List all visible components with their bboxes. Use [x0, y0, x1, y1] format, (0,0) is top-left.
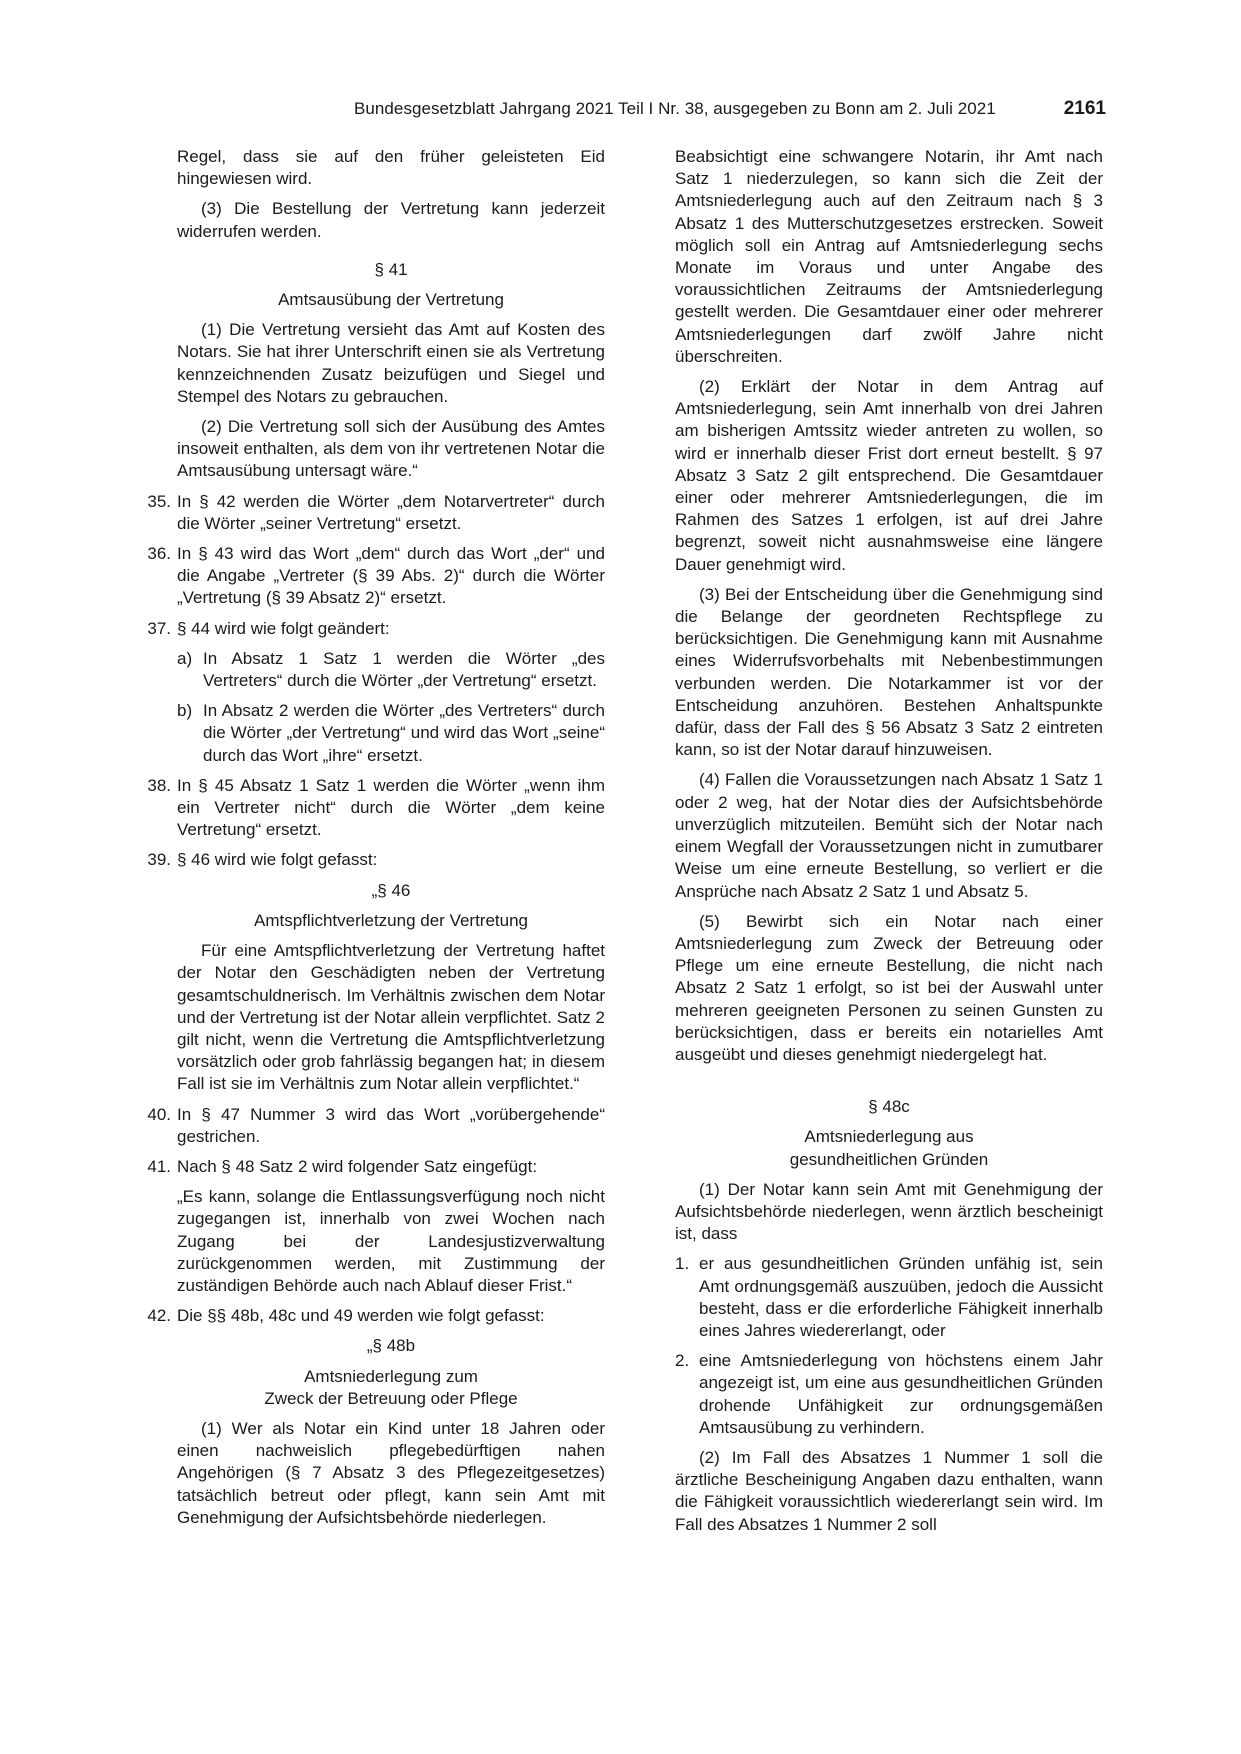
section-title-line: Amtsniederlegung zum [304, 1366, 478, 1386]
sub-item [177, 648, 605, 692]
list-item [147, 775, 605, 842]
item-number: 39. [147, 850, 171, 870]
item-text: In § 42 werden die Wörter „dem Notarvertreter“ durch die Wörter „seiner Vertretung“ ersetzt. [177, 491, 605, 533]
item-number: 37. [147, 618, 171, 638]
page-header [170, 98, 1106, 128]
paragraph: (2) Die Vertretung soll sich der Ausübung des Amtes insoweit enthalten, als dem von ihr vertretenen Notar die Amtsausübung untersagt wäre.“ [177, 417, 605, 481]
item-number: 40. [147, 1104, 171, 1124]
paragraph: (5) Bewirbt sich ein Notar nach einer Amtsniederlegung zum Zweck der Betreuung oder Pflege um eine erneute Bestellung, die nicht nach Absatz 2 Satz 1 erfolgt, so ist bei der Auswahl unter mehreren geeigneten Personen zu seinen Gunsten zu berücksichtigen, dass er bereits ein notarielles Amt ausgeübt und dieses genehmigt niedergelegt hat. [675, 911, 1103, 1064]
paragraph: Für eine Amtspflichtverletzung der Vertretung haftet der Notar den Geschädigten neben der Vertretung gesamtschuldnerisch. Im Verhältnis zwischen dem Notar und der Vertretung ist der Notar allein verpflichtet. Satz 2 gilt nicht, wenn die Vertretung die Amtspflichtverletzung vorsätzlich oder grob fahrlässig begangen hat; in diesem Fall ist sie im Verhältnis zum Notar allein verpflichtet.“ [177, 941, 605, 1094]
list-item [147, 543, 605, 610]
section-title-line: Amtsniederlegung aus [804, 1127, 974, 1147]
list-item [147, 491, 605, 535]
paragraph: (3) Bei der Entscheidung über die Genehmigung sind die Belange der geordneten Rechtspflege zu berücksichtigen. Die Genehmigung kann mit Ausnahme eines Widerrufsvorbehalts mit Nebenbestimmungen verbunden werden. Die Notarkammer ist vor der Entscheidung anzuhören. Bestehen Anhaltspunkte dafür, dass der Fall des § 56 Absatz 3 Satz 2 eintreten kann, so ist der Notar darauf hinzuweisen. [675, 584, 1103, 760]
section-number: § 41 [374, 259, 408, 279]
quoted-sentence: „Es kann, solange die Entlassungsverfügung noch nicht zugegangen ist, innerhalb von zwei Wochen nach Zugang bei der Landesjustizverwaltung zurückgenommen werden, mit Zustimmung der zuständigen Behörde auch nach Ablauf dieser Frist.“ [177, 1187, 605, 1295]
sub-item-text: In Absatz 1 Satz 1 werden die Wörter „des Vertreters“ durch die Wörter „der Vertretung“ ersetzt. [203, 648, 605, 691]
paragraph: (3) Die Bestellung der Vertretung kann jederzeit widerrufen werden. [177, 199, 605, 241]
item-number: 41. [147, 1156, 171, 1176]
item-number: 2. [675, 1351, 690, 1371]
section-title: Amtsausübung der Vertretung [278, 290, 504, 310]
item-text: In § 45 Absatz 1 Satz 1 werden die Wörter „wenn ihm ein Vertreter nicht“ durch die Wörter „dem keine Vertretung“ ersetzt. [177, 775, 605, 840]
item-text: Die §§ 48b, 48c und 49 werden wie folgt gefasst: [177, 1306, 545, 1326]
item-text: In § 43 wird das Wort „dem“ durch das Wort „der“ und die Angabe „Vertreter (§ 39 Abs. 2)“ durch die Wörter „Vertretung (§ 39 Absatz 2)“ ersetzt. [177, 544, 605, 608]
item-text: In § 47 Nummer 3 wird das Wort „vorübergehende“ gestrichen. [177, 1104, 605, 1146]
section-title: Amtspflichtverletzung der Vertretung [253, 910, 529, 930]
paragraph: Regel, dass sie auf den früher geleisteten Eid hingewiesen wird. [177, 147, 605, 189]
paragraph: Beabsichtigt eine schwangere Notarin, ihr Amt nach Satz 1 niederzulegen, so kann sich die Zeit der Amtsniederlegung auch auf den Zeitraum nach § 3 Absatz 1 des Mutterschutzgesetzes erstrecken. Soweit möglich soll ein Antrag auf Amtsniederlegung sechs Monate im Voraus und unter Angabe des voraussichtlichen Zeitraums der Amtsniederlegung gestellt werden. Die Gesamtdauer einer oder mehrerer Amtsniederlegungen darf zwölf Jahre nicht überschreiten. [675, 147, 1103, 366]
section-number: „§ 46 [371, 880, 411, 900]
section-number: § 48c [868, 1097, 910, 1117]
list-item [147, 1156, 605, 1297]
sub-item-label: b) [177, 701, 193, 721]
item-number: 35. [147, 491, 171, 511]
header-title: Bundesgesetzblatt Jahrgang 2021 Teil I Nr. 38, ausgegeben zu Bonn am 2. Juli 2021 [354, 99, 996, 118]
sub-item-text: In Absatz 2 werden die Wörter „des Vertreters“ durch die Wörter „der Vertretung“ und wird das Wort „seine“ durch das Wort „ihre“ ersetzt. [203, 701, 605, 765]
list-item [147, 849, 605, 1095]
numbered-item [675, 1253, 1103, 1342]
right-column [675, 146, 1103, 1544]
item-number: 36. [147, 544, 171, 564]
list-item [147, 1305, 605, 1529]
item-number: 38. [147, 775, 171, 795]
section-number: „§ 48b [366, 1336, 416, 1356]
paragraph: (2) Im Fall des Absatzes 1 Nummer 1 soll die ärztliche Bescheinigung Angaben dazu enthalten, wann die Fähigkeit voraussichtlich wiedererlangt sein wird. Im Fall des Absatzes 1 Nummer 2 soll [675, 1447, 1103, 1534]
numbered-item [675, 1350, 1103, 1439]
paragraph: (1) Die Vertretung versieht das Amt auf Kosten des Notars. Sie hat ihrer Unterschrift einen sie als Vertretung kennzeichnenden Zusatz beizufügen und Siegel und Stempel des Notars zu gebrauchen. [177, 320, 605, 406]
paragraph: (2) Erklärt der Notar in dem Antrag auf Amtsniederlegung, sein Amt innerhalb von drei Jahren am bisherigen Amtssitz wieder antreten zu wollen, so wird er innerhalb dieser Frist dort erneut bestellt. § 97 Absatz 3 Satz 2 gilt entsprechend. Die Gesamtdauer einer oder mehrerer Amtsniederlegungen, die im Rahmen des Satzes 1 erfolgen, ist auf drei Jahre begrenzt, soweit nicht ausnahmsweise eine längere Dauer genehmigt wird. [675, 377, 1103, 574]
list-item [147, 618, 605, 767]
sub-item-label: a) [177, 648, 193, 668]
section-title-line: Zweck der Betreuung oder Pflege [264, 1388, 518, 1408]
section-title-line: gesundheitlichen Gründen [789, 1149, 989, 1169]
sub-item [177, 700, 605, 767]
item-number: 1. [675, 1254, 690, 1274]
left-column [147, 146, 605, 1537]
list-item [147, 1104, 605, 1148]
item-text: eine Amtsniederlegung von höchstens einem Jahr angezeigt ist, um eine aus gesundheitlichen Gründen drohende Unfähigkeit zur ordnungsgemäßen Amtsausübung zu verhindern. [699, 1351, 1103, 1437]
paragraph: (1) Wer als Notar ein Kind unter 18 Jahren oder einen nachweislich pflegebedürftigen nahen Angehörigen (§ 7 Absatz 3 des Pflegezeitgesetzes) tatsächlich betreut oder pflegt, kann sein Amt mit Genehmigung der Aufsichtsbehörde niederlegen. [177, 1418, 605, 1527]
paragraph: (1) Der Notar kann sein Amt mit Genehmigung der Aufsichtsbehörde niederlegen, wenn ärztlich bescheinigt ist, dass [675, 1179, 1103, 1244]
item-text: § 46 wird wie folgt gefasst: [177, 850, 378, 870]
item-number: 42. [147, 1306, 171, 1326]
page-number: 2161 [1063, 98, 1106, 119]
paragraph: (4) Fallen die Voraussetzungen nach Absatz 1 Satz 1 oder 2 weg, hat der Notar dies der Aufsichtsbehörde unverzüglich mitzuteilen. Bemüht sich der Notar nach einem Wegfall der Voraussetzungen nicht in zumutbarer Weise um eine erneute Bestellung, so verliert er die Ansprüche nach Absatz 2 Satz 1 und Absatz 5. [675, 770, 1103, 901]
item-text: Nach § 48 Satz 2 wird folgender Satz eingefügt: [177, 1156, 538, 1176]
item-text: § 44 wird wie folgt geändert: [177, 618, 390, 638]
item-text: er aus gesundheitlichen Gründen unfähig ist, sein Amt ordnungsgemäß auszuüben, jedoch die Aussicht besteht, dass er die erforderliche Fähigkeit innerhalb eines Jahres wiedererlangt, oder [699, 1254, 1103, 1340]
